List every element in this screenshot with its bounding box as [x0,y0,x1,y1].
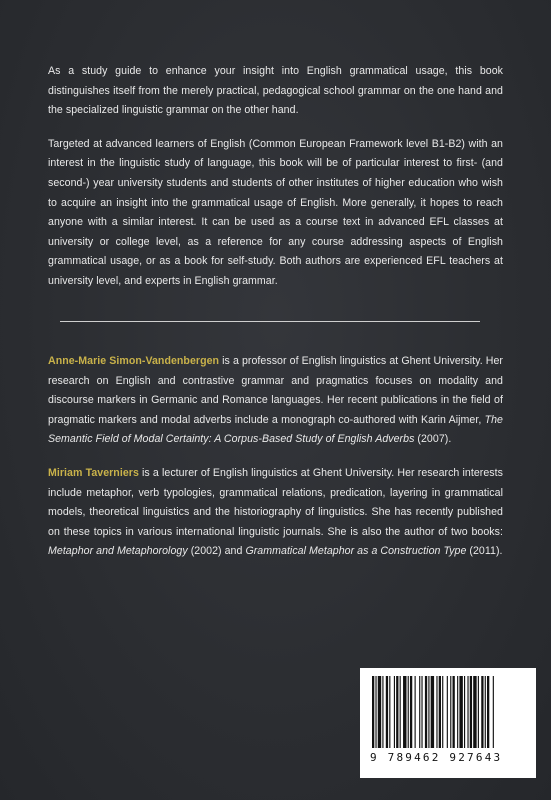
blurb-paragraph-1: As a study guide to enhance your insight into English grammatical usage, this book distinguishes itself from the merely practical, pedagogical school grammar on the one hand and the specialized linguistic grammar on the other hand. [48,65,503,117]
author-bio-2-book-title-1: Metaphor and Metaphorology [48,545,188,558]
barcode-bar [487,676,489,748]
barcode-bar [372,676,374,748]
author-bio-2-text-a: is a lecturer of English linguistics at Ghent University. Her research interests include metaphor, verb typologies, grammatical relations, predication, layering in grammatical models, theoretical linguistics and the historiography of linguistics. She has recently published on these topics in various international linguistic journals. She is also the author of two books: [48,466,503,538]
barcode-bar [473,676,476,748]
author-bio-2-book-title-2: Grammatical Metaphor as a Construction Type [245,545,467,558]
barcode-bar [389,676,390,748]
author-bio-1 [48,352,503,450]
barcode-bar [415,676,416,748]
barcode-bars [368,676,528,750]
barcode-bar [470,676,472,748]
barcode-bar [459,676,462,748]
barcode-bar [419,676,420,748]
barcode-bar [382,676,383,748]
author-bio-1-text-b: (2007). [414,433,452,446]
barcode-bar [431,676,434,748]
author-bio-1-text-a: is a professor of English linguistics at Ghent University. Her research on English and contrastive grammar and pragmatics focuses on modality and discourse markers in Germanic and Romance languages. Her recent publications in the field of pragmatic markers and modal adverbs include a monograph co-authored with Karin Aijmer, [48,355,503,426]
blurb-paragraph-2: Targeted at advanced learners of English (Common European Framework level B1-B2) with an interest in the linguistic study of language, this book will be of particular interest to first- (and second-) year university students and students of other institutes of higher education who wish to acquire an insight into the grammatical usage of English. More generally, it hopes to reach anyone with a similar interest. It can be used as a course text in advanced EFL classes at university or college level, as a reference for any course addressing aspects of English grammatical usage, or as a book for self-study. Both authors are experienced EFL teachers at university level, and experts in English grammar. [48,137,503,287]
barcode-bar [421,676,422,748]
barcode [360,668,536,778]
author-bio-1-book-title: The Semantic Field of Modal Certainty: A Corpus-Based Study of English Adverbs [48,413,503,446]
barcode-bar [375,676,376,748]
barcode-bar [410,676,412,748]
barcode-bar [403,676,406,748]
barcode-bar [394,676,395,748]
barcode-bar [425,676,427,748]
barcode-bar [442,676,443,748]
barcode-bar [386,676,388,748]
barcode-bar [428,676,429,748]
barcode-bar [467,676,468,748]
author-name-1: Anne-Marie Simon-Vandenbergen [48,355,220,367]
barcode-bar [493,676,494,748]
author-bio-2-text-b: (2002) and [187,545,246,558]
barcode-bar [378,676,381,748]
barcode-bar [485,676,486,748]
barcode-bar [453,676,455,748]
blurb [48,62,503,306]
author-name-2: Miriam Taverniers [48,466,139,479]
author-bio-2-text-c: (2011). [466,545,503,558]
barcode-bar [439,676,441,748]
barcode-bar [450,676,451,748]
barcode-bar [400,676,401,748]
author-bios [48,352,503,576]
barcode-bar [447,676,448,748]
barcode-bar [408,676,409,748]
barcode-bar [481,676,483,748]
barcode-bar [436,676,437,748]
barcode-bar [396,676,398,748]
isbn-digits: 9 789462 927643 [370,751,503,764]
divider-rule [60,321,480,322]
barcode-bar [457,676,458,748]
barcode-bar [464,676,465,748]
barcode-bar [478,676,479,748]
author-bio-2 [48,464,503,562]
